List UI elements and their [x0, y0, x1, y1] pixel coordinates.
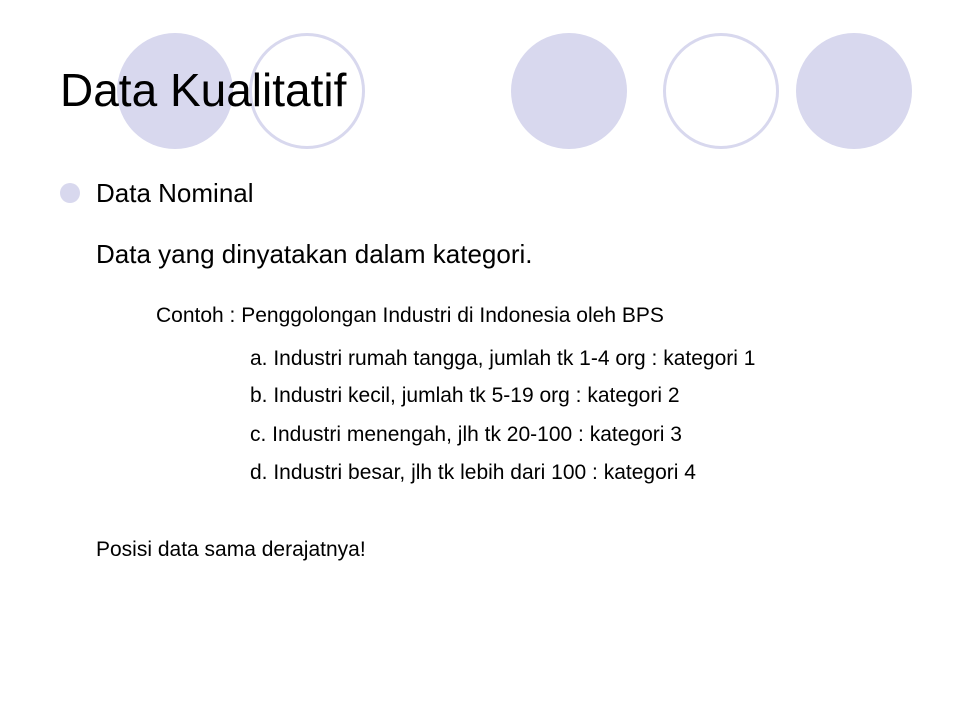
example-intro: Contoh : Penggolongan Industri di Indonesia oleh BPS [156, 304, 664, 327]
bullet-dot-icon [60, 183, 80, 203]
decorative-circle-3 [511, 33, 627, 149]
definition-text: Data yang dinyatakan dalam kategori. [96, 239, 533, 269]
bullet-heading: Data Nominal [96, 178, 254, 208]
decorative-circle-5 [796, 33, 912, 149]
list-item: c. Industri menengah, jlh tk 20-100 : kategori 3 [250, 423, 682, 446]
slide-title: Data Kualitatif [60, 64, 347, 116]
closing-note: Posisi data sama derajatnya! [96, 538, 366, 561]
list-item: a. Industri rumah tangga, jumlah tk 1-4 org : kategori 1 [250, 347, 756, 370]
list-item: b. Industri kecil, jumlah tk 5-19 org : kategori 2 [250, 384, 680, 407]
list-item: d. Industri besar, jlh tk lebih dari 100 : kategori 4 [250, 461, 696, 484]
decorative-circle-4 [663, 33, 779, 149]
